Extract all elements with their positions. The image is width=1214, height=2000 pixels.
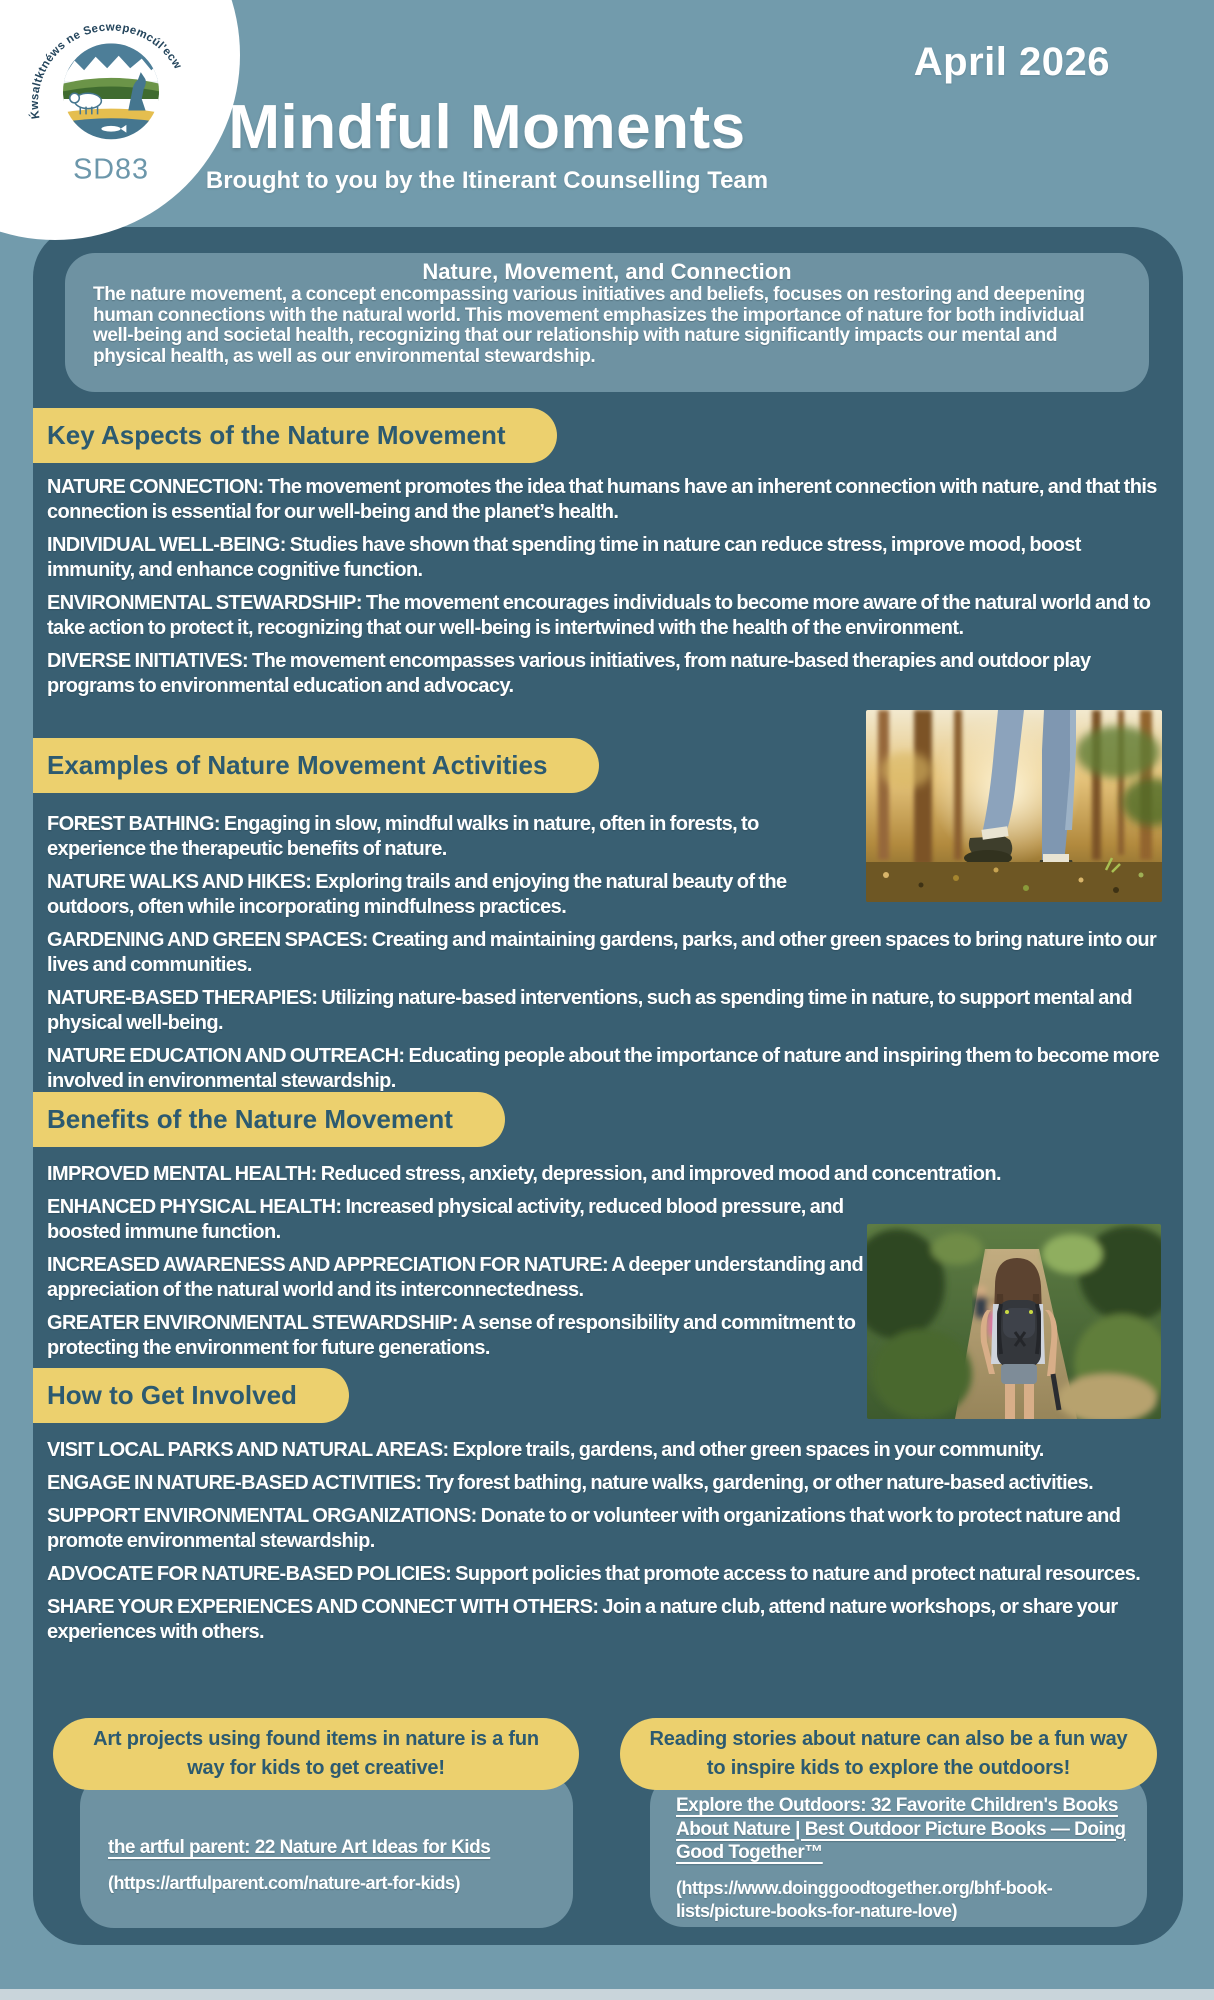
intro-body: The nature movement, a concept encompassing various initiatives and beliefs, focuses on restoring and deepening human connections with the natural world. This movement emphasizes the importance of nature for both individual well-being and societal health, recognizing that our relationship with nature significantly impacts our mental and physical health, as well as our environmental stewardship. (93, 284, 1085, 367)
list-item: INDIVIDUAL WELL-BEING: Studies have shown that spending time in nature can reduce stress, improve mood, boost immunity, and enhance cognitive function. (47, 534, 1081, 581)
list-item: SUPPORT ENVIRONMENTAL ORGANIZATIONS: Donate to or volunteer with organizations that work to protect nature and promote environmental stewardship. (47, 1505, 1121, 1552)
section-key-aspects (47, 475, 1169, 707)
list-item: ENHANCED PHYSICAL HEALTH: Increased physical activity, reduced blood pressure, and boosted immune function. (47, 1196, 844, 1243)
section-heading-benefits: Benefits of the Nature Movement (33, 1092, 505, 1147)
list-item: GREATER ENVIRONMENTAL STEWARDSHIP: A sense of responsibility and commitment to protecting the environment for future generations. (47, 1312, 856, 1359)
list-item: IMPROVED MENTAL HEALTH: Reduced stress, anxiety, depression, and improved mood and concentration. (47, 1163, 1001, 1185)
intro-box (65, 253, 1149, 392)
logo-org-text: SD83 (73, 153, 149, 186)
footer-card-art (80, 1772, 573, 1928)
art-ideas-url: (https://artfulparent.com/nature-art-for-kids) (108, 1872, 461, 1893)
list-item: VISIT LOCAL PARKS AND NATURAL AREAS: Explore trails, gardens, and other green spaces in your community. (47, 1439, 1044, 1461)
photo-forest-bathing (866, 710, 1162, 902)
list-item: ENGAGE IN NATURE-BASED ACTIVITIES: Try forest bathing, nature walks, gardening, or other nature-based activities. (47, 1472, 1094, 1494)
list-item: INCREASED AWARENESS AND APPRECIATION FOR NATURE: A deeper understanding and appreciation of the natural world and its interconnectedness. (47, 1254, 864, 1301)
art-ideas-link[interactable]: the artful parent: 22 Nature Art Ideas for Kids (108, 1837, 491, 1858)
logo-ring-text: Ḱwsaltktnéws ne Secwepemcúl'ecw (28, 21, 184, 120)
footer-card-art-heading: Art projects using found items in nature is a fun way for kids to get creative! (53, 1718, 579, 1790)
list-item: NATURE WALKS AND HIKES: Exploring trails and enjoying the natural beauty of the outdoors, often while incorporating mindfulness practices. (47, 871, 787, 918)
photo-family-hike (867, 1224, 1161, 1419)
nature-books-url: (https://www.doinggoodtogether.org/bhf-book-lists/picture-books-for-nature-love) (676, 1877, 1053, 1921)
issue-date: April 2026 (913, 40, 1110, 84)
section-heading-key-aspects: Key Aspects of the Nature Movement (33, 408, 557, 463)
page-edge (0, 1989, 1214, 2000)
list-item: GARDENING AND GREEN SPACES: Creating and maintaining gardens, parks, and other green spaces to bring nature into our lives and communities. (47, 929, 1157, 976)
list-item: ADVOCATE FOR NATURE-BASED POLICIES: Support policies that promote access to nature and protect natural resources. (47, 1563, 1141, 1585)
footer-card-books (650, 1772, 1147, 1927)
footer-card-books-heading: Reading stories about nature can also be a fun way to inspire kids to explore the outdoors! (620, 1718, 1157, 1790)
list-item: ENVIRONMENTAL STEWARDSHIP: The movement encourages individuals to become more aware of the natural world and to take action to protect it, recognizing that our well-being is intertwined with the health of the environment. (47, 592, 1151, 639)
section-heading-get-involved: How to Get Involved (33, 1368, 349, 1423)
intro-title: Nature, Movement, and Connection (422, 259, 792, 284)
list-item: NATURE CONNECTION: The movement promotes the idea that humans have an inherent connection with nature, and that this connection is essential for our well-being and the planet’s health. (47, 476, 1157, 523)
list-item: NATURE EDUCATION AND OUTREACH: Educating people about the importance of nature and inspiring them to become more involved in environmental stewardship. (47, 1045, 1160, 1092)
content-panel (33, 227, 1183, 1945)
nature-books-link[interactable]: Explore the Outdoors: 32 Favorite Children's Books About Nature | Best Outdoor Picture Books — Doing Good Together™ (676, 1795, 1126, 1863)
page-subtitle: Brought to you by the Itinerant Counselling Team (205, 167, 769, 194)
section-heading-examples: Examples of Nature Movement Activities (33, 738, 599, 793)
logo-badge (0, 0, 240, 240)
list-item: NATURE-BASED THERAPIES: Utilizing nature-based interventions, such as spending time in nature, to support mental and physical well-being. (47, 987, 1133, 1034)
page-title: Mindful Moments (228, 93, 746, 162)
sd83-logo (15, 3, 207, 195)
list-item: SHARE YOUR EXPERIENCES AND CONNECT WITH OTHERS: Join a nature club, attend nature workshops, or share your experiences with others. (47, 1596, 1118, 1643)
list-item: FOREST BATHING: Engaging in slow, mindful walks in nature, often in forests, to experience the therapeutic benefits of nature. (47, 813, 759, 860)
section-get-involved (47, 1438, 1169, 1653)
logo-emblem (63, 43, 159, 139)
list-item: DIVERSE INITIATIVES: The movement encompasses various initiatives, from nature-based therapies and outdoor play programs to environmental education and advocacy. (47, 650, 1091, 697)
